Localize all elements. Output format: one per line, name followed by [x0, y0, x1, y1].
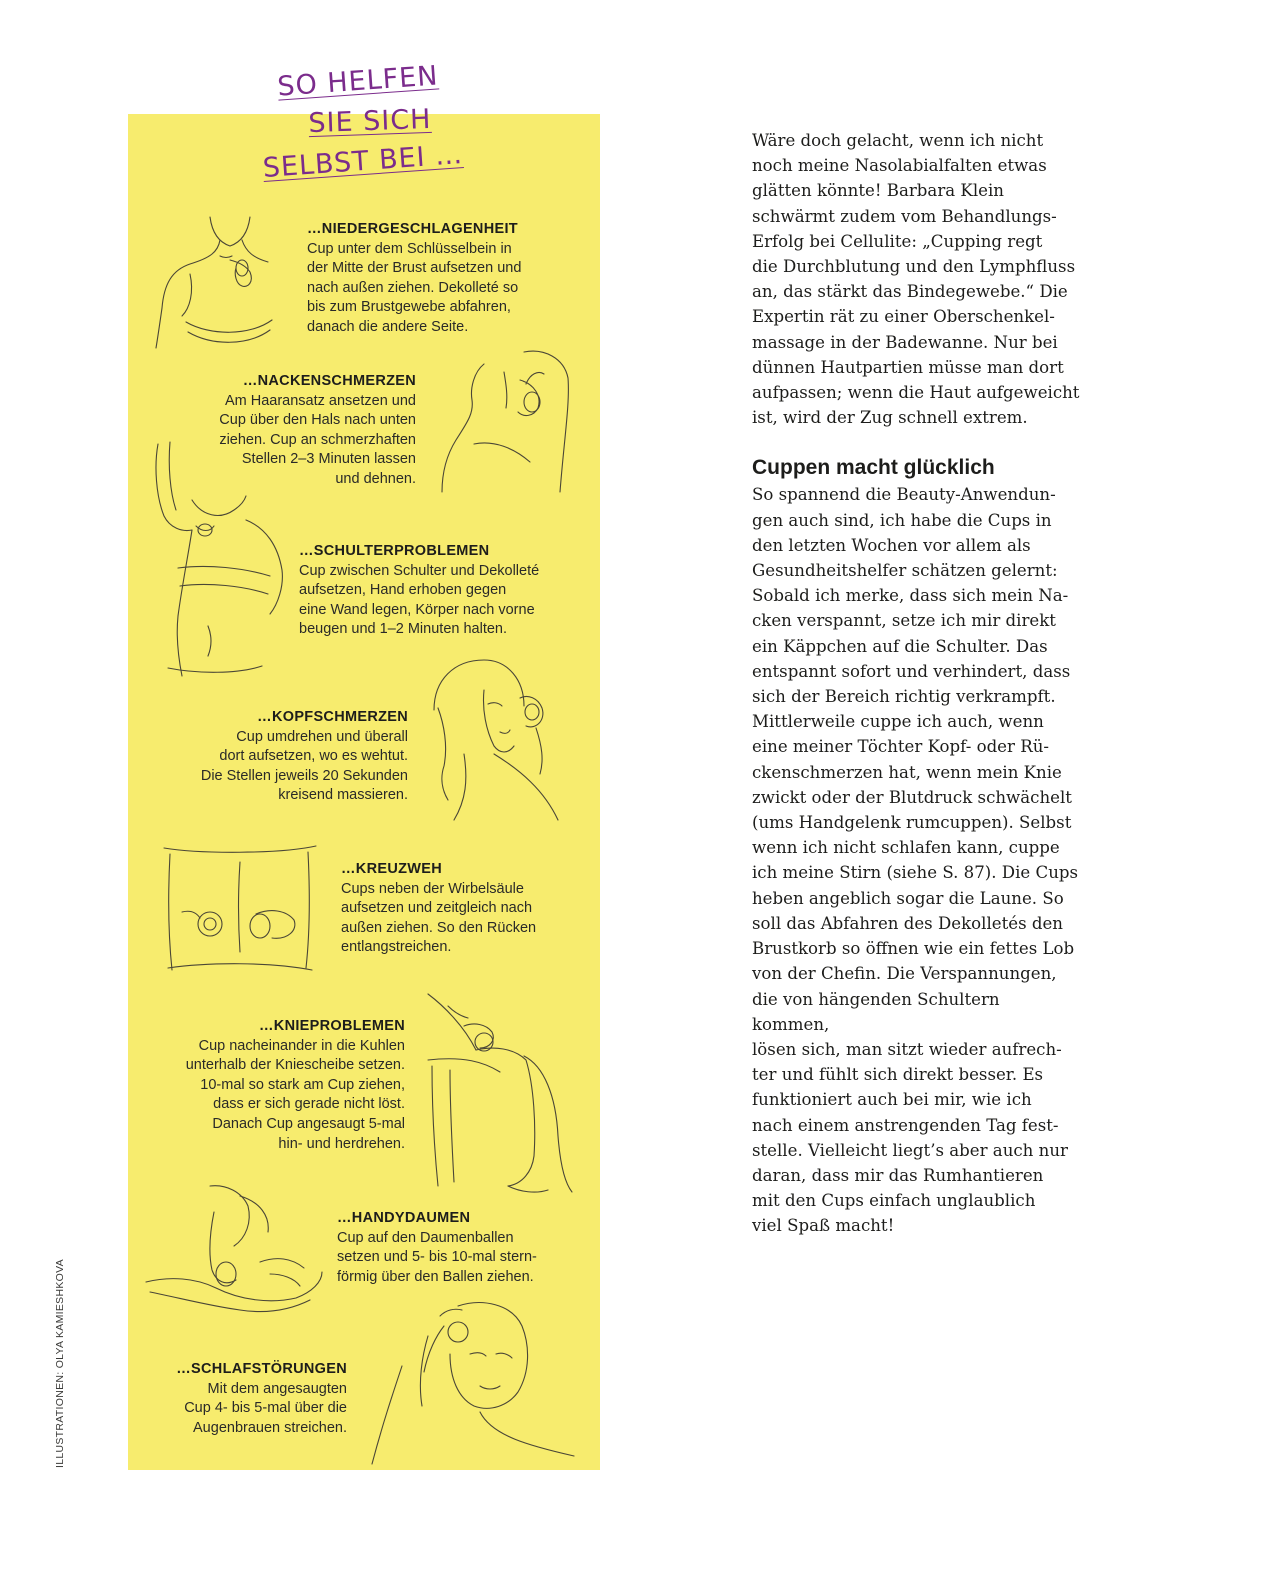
tip-heading: …NIEDERGESCHLAGENHEIT: [307, 221, 518, 237]
title-line-3: SELBST BEI …: [261, 139, 465, 184]
neck-shoulder-sketch: [434, 344, 584, 494]
tip-schulterproblemen: [299, 542, 539, 640]
tip-kreuzweh: [341, 860, 536, 958]
sidebar-title: [250, 62, 470, 182]
tip-text: Cup nacheinander in die Kuhlen unterhalb der Kniescheibe setzen. 10-mal so stark am Cup ziehen, dass er sich gerade nicht löst. Danach Cup angesaugt 5-mal hin- und herdrehen.: [185, 1037, 405, 1152]
face-forehead-sketch: [362, 1296, 582, 1468]
lower-back-sketch: [160, 842, 320, 976]
tip-text: Cup unter dem Schlüsselbein in der Mitte der Brust aufsetzen und nach außen ziehen. Dekolleté so bis zum Brustgewebe abfahren, danach die andere Seite.: [307, 240, 522, 335]
tip-text: Cups neben der Wirbelsäule aufsetzen und zeitgleich nach außen ziehen. So den Rücken entlangstreichen.: [341, 880, 537, 956]
tip-handydaumen: [337, 1209, 537, 1287]
title-line-1: SO HELFEN: [276, 60, 440, 103]
article-subheading: Cuppen macht glücklich: [752, 456, 995, 480]
article-paragraph: Wäre doch gelacht, wenn ich nicht noch meine Nasolabialfalten etwas glätten könnte! Barbara Klein schwärmt zudem vom Behandlungs- Erfolg bei Cellulite: „Cupping regt die Durchblutung und den Lymphfluss an, das stärkt das Bindegewebe.“ Die Expertin rät zu einer Oberschenkel- massage in der Badewanne. Nur bei dünnen Hautpartien müsse man dort aufpassen; wenn die Haut aufgeweicht ist, wird der Zug schnell extrem.: [752, 131, 1080, 428]
article-column: [752, 128, 1082, 1239]
tip-heading: …SCHULTERPROBLEMEN: [299, 543, 490, 559]
tip-heading: …NACKENSCHMERZEN: [242, 373, 416, 389]
woman-head-sketch: [424, 650, 564, 840]
tip-text: Cup auf den Daumenballen setzen und 5- bis 10-mal stern- förmig über den Ballen ziehen.: [337, 1229, 537, 1285]
tip-kopfschmerzen: [156, 708, 408, 806]
woman-decollete-sketch: [150, 212, 300, 352]
hand-thumb-sketch: [140, 1182, 326, 1316]
article-paragraph: So spannend die Beauty-Anwendun- gen auch sind, ich habe die Cups in den letzten Wochen vor allem als Gesundheitshelfer schätzen gelernt: Sobald ich merke, dass sich mein Na- cken verspannt, setze ich mir direkt ein Käppchen auf die Schulter. Das entspannt sofort und verhindert, dass sich der Bereich richtig verkrampft. Mittlerweile cuppe ich auch, wenn eine meiner Töchter Kopf- oder Rü- ckenschmerzen hat, wenn mein Knie zwickt oder der Blutdruck schwächelt (ums Handgelenk rumcuppen). Selbst wenn ich nicht schlafen kann, cuppe ich meine Stirn (siehe S. 87). Die Cups heben angeblich sogar die Laune. So soll das Abfahren des Dekolletés den Brustkorb so öffnen wie ein fettes Lob von der Chefin. Die Verspannungen, die von hängenden Schultern kommen, lösen sich, man sitzt wieder aufrech- ter und fühlt sich direkt besser. Es funktioniert auch bei mir, wie ich nach einem anstrengenden Tag fest- stelle. Vielleicht liegt’s aber auch nur daran, dass mir das Rumhantieren mit den Cups einfach unglaublich viel Spaß macht!: [752, 485, 1079, 1236]
tip-niedergeschlagenheit: [307, 220, 521, 338]
tip-schlafstoerungen: [136, 1360, 347, 1438]
title-line-2: SIE SICH: [307, 103, 432, 140]
tip-heading: …KNIEPROBLEMEN: [259, 1018, 405, 1034]
tip-text: Am Haaransatz ansetzen und Cup über den Hals nach unten ziehen. Cup an schmerzhaften Stellen 2–3 Minuten lassen und dehnen.: [219, 392, 416, 487]
tip-nackenschmerzen: [166, 372, 416, 490]
tip-text: Cup zwischen Schulter und Dekolleté aufsetzen, Hand erhoben gegen eine Wand legen, Körper nach vorne beugen und 1–2 Minuten halten.: [299, 562, 540, 638]
tip-heading: …SCHLAFSTÖRUNGEN: [176, 1361, 347, 1377]
tip-heading: …KOPFSCHMERZEN: [257, 709, 408, 725]
tip-text: Cup umdrehen und überall dort aufsetzen, wo es wehtut. Die Stellen jeweils 20 Sekunden kreisend massieren.: [200, 728, 408, 804]
seated-legs-knee-sketch: [424, 986, 574, 1200]
illustration-credit: ILLUSTRATIONEN: OLYA KAMIESHKOVA: [54, 1259, 66, 1468]
tip-heading: …HANDYDAUMEN: [337, 1210, 471, 1226]
tip-heading: …KREUZWEH: [341, 861, 442, 877]
tip-knieproblemen: [146, 1017, 405, 1154]
tip-text: Mit dem angesaugten Cup 4- bis 5-mal über die Augenbrauen streichen.: [184, 1380, 347, 1436]
